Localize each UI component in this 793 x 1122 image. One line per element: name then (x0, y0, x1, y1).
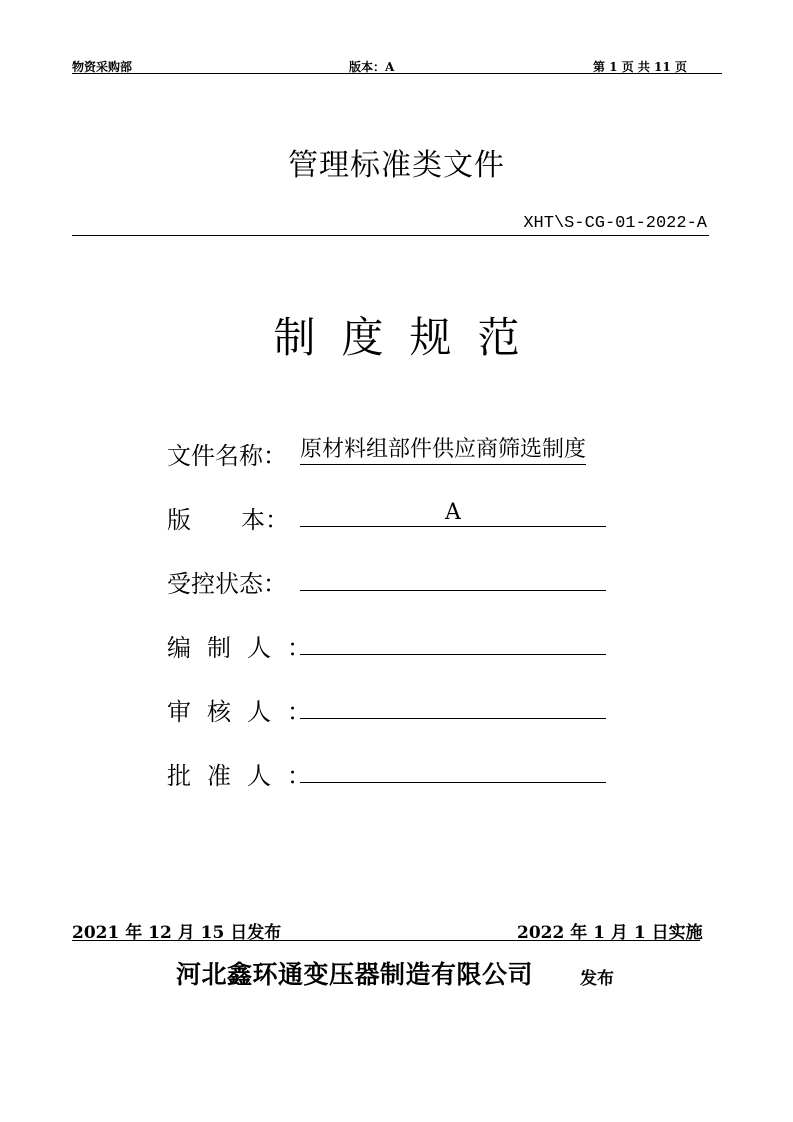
publish-date: 2021 年 12 月 15 日发布 (72, 923, 282, 943)
reviewer-value (300, 692, 606, 719)
document-title: 制度规范 (273, 313, 546, 362)
approver-label: 批准人： (167, 762, 327, 790)
header-divider (72, 73, 722, 74)
version-label-part1: 版 (167, 506, 191, 534)
document-code: XHT\S-CG-01-2022-A (523, 214, 707, 233)
file-name-value: 原材料组部件供应商筛选制度 (300, 436, 586, 465)
author-label: 编制人： (167, 634, 327, 662)
header-version: 版本：A (349, 60, 395, 74)
version-label-part2: 本： (241, 506, 289, 534)
date-divider (72, 940, 700, 941)
file-name-label: 文件名称： (167, 442, 287, 470)
approver-value (300, 756, 606, 783)
control-status-label: 受控状态： (167, 570, 287, 598)
reviewer-label: 审核人： (167, 698, 327, 726)
control-status-value (300, 564, 606, 591)
document-category: 管理标准类文件 (288, 148, 505, 183)
author-value (300, 628, 606, 655)
code-divider (72, 235, 709, 236)
version-value: A (300, 500, 606, 527)
publish-label: 发布 (580, 969, 614, 989)
effective-date: 2022 年 1 月 1 日实施 (517, 923, 703, 943)
version-label (167, 500, 289, 535)
header-page-number: 第 1 页 共 11 页 (593, 60, 687, 74)
company-name: 河北鑫环通变压器制造有限公司 (176, 960, 534, 989)
header-department: 物资采购部 (72, 60, 133, 74)
